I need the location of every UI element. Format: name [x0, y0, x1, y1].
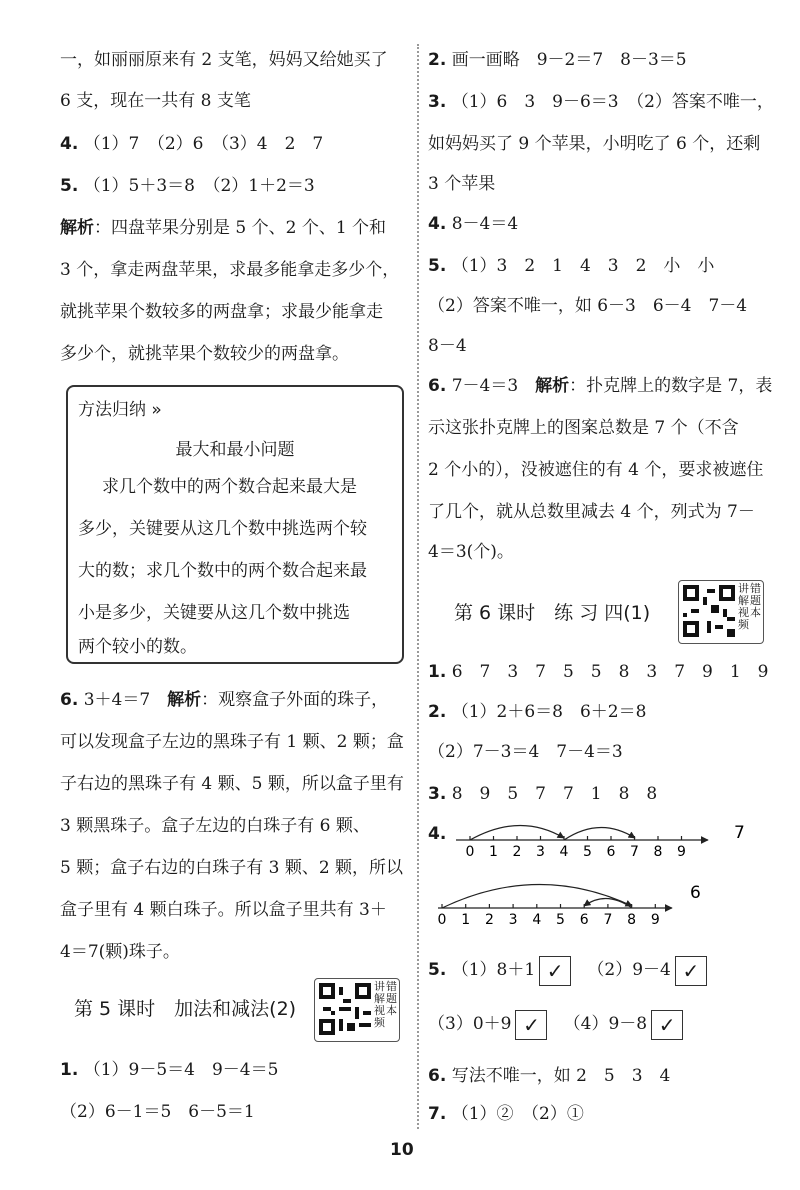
tick-label: 3: [508, 912, 518, 928]
check-box: [651, 1010, 683, 1040]
answer-5-cont: [428, 1008, 683, 1040]
text-line: 3 颗黑珠子。盒子左边的白珠子有 6 颗、: [60, 816, 370, 836]
answer-text: （1）9－5＝4 9－4＝5: [83, 1060, 279, 1080]
method-title: [78, 395, 162, 420]
tick-label: 6: [606, 844, 616, 860]
answer-text: （1）5＋3＝8 （2）1＋2＝3: [83, 176, 315, 196]
number-line-2-answer: 6: [690, 883, 701, 903]
method-text: 多少，关键要从这几个数中挑选两个较: [78, 519, 367, 539]
answer-text: 8－4＝4: [451, 214, 519, 234]
expression: （3）0＋9: [428, 1014, 512, 1034]
qr-label: 讲解视频: [738, 582, 749, 631]
qr-code-lesson-6[interactable]: [678, 580, 764, 644]
text-line: 就挑苹果个数较多的两盘拿；求最少能拿走: [60, 302, 383, 322]
tick-label: 9: [677, 844, 686, 860]
check-icon: ✓: [523, 1012, 540, 1037]
text-line: 4＝3(个)。: [428, 542, 514, 562]
answer-6: [428, 374, 772, 398]
tick-label: 5: [583, 844, 592, 860]
tick-label: 2: [484, 912, 494, 928]
analysis-text: ：四盘苹果分别是 5 个、2 个、1 个和: [94, 218, 387, 238]
method-title-text: 方法归纳: [78, 400, 146, 420]
text-line: 示这张扑克牌上的图案总数是 7 个（不含: [428, 418, 739, 438]
tick-label: 0: [437, 912, 447, 928]
question-number: 7.: [428, 1104, 447, 1124]
number-line-1-answer: 7: [734, 823, 745, 843]
text-line: 了几个，就从总数里减去 4 个，列式为 7－: [428, 502, 755, 522]
text-line: 6 支，现在一共有 8 支笔: [60, 91, 251, 111]
question-number: 1.: [60, 1060, 79, 1080]
analysis-label: 解析: [167, 690, 202, 710]
analysis-label: 解析: [60, 218, 94, 238]
text-line: （2）答案不唯一，如 6－3 6－4 7－4: [428, 296, 748, 316]
lesson-6-title: 第 6 课时 练 习 四(1): [454, 602, 651, 624]
check-box: [539, 956, 571, 986]
answer-text: 画一画略 9－2＝7 8－3＝5: [451, 50, 687, 70]
method-text: 求几个数中的两个数合起来最大是: [102, 477, 357, 497]
question-number: 4.: [60, 134, 79, 154]
answer-text: （1）3 2 1 4 3 2 小 小: [451, 256, 715, 276]
question-number: 3.: [428, 784, 447, 804]
question-number: 5.: [428, 256, 447, 276]
tick-label: 4: [559, 844, 569, 860]
question-number: 6.: [428, 1066, 447, 1086]
tick-label: 8: [653, 844, 663, 860]
check-icon: ✓: [682, 958, 700, 983]
answer-4: [428, 212, 518, 236]
text-line: （2）6－1＝5 6－5＝1: [60, 1102, 255, 1122]
number-lines: [428, 810, 748, 940]
check-box: [675, 956, 707, 986]
text-line: 子右边的黑珠子有 4 颗、5 颗，所以盒子里有: [60, 774, 404, 794]
tick-label: 7: [603, 912, 613, 928]
analysis-line: [60, 216, 386, 240]
text-line: （2）7－3＝4 7－4＝3: [428, 742, 623, 762]
double-arrow-icon: »: [151, 400, 162, 420]
jump-arc: [564, 827, 635, 840]
qr-code-icon: [683, 585, 735, 637]
question-number: 2.: [428, 702, 447, 722]
text-line: 一，如丽丽原来有 2 支笔，妈妈又给她买了: [60, 50, 388, 70]
qr-label: 错题本: [750, 582, 761, 619]
answer-text: 8 9 5 7 7 1 8 8: [451, 784, 658, 804]
answer-text: （1）2＋6＝8 6＋2＝8: [451, 702, 647, 722]
tick-label: 8: [627, 912, 637, 928]
answer-2: [428, 48, 687, 72]
question-number: 3.: [428, 92, 447, 112]
analysis-text: ：扑克牌上的数字是 7，表: [569, 376, 773, 396]
qr-label: 讲解视频: [374, 980, 385, 1029]
tick-label: 2: [512, 844, 522, 860]
qr-code-icon: [319, 983, 371, 1035]
answer-text: （1）② （2）①: [451, 1104, 584, 1124]
expression: （4）9－8: [563, 1014, 648, 1034]
check-icon: ✓: [658, 1012, 676, 1037]
question-number: 1.: [428, 662, 447, 682]
answer-text: 写法不唯一，如 2 5 3 4: [451, 1066, 671, 1086]
method-text: 小是多少，关键要从这几个数中挑选: [78, 603, 350, 623]
analysis-text: ：观察盒子外面的珠子，: [201, 690, 389, 710]
text-line: 4＝7(颗)珠子。: [60, 942, 180, 962]
qr-label: 错题本: [386, 980, 397, 1017]
question-number: 5.: [60, 176, 79, 196]
text-line: 5 颗；盒子右边的白珠子有 3 颗、2 颗，所以: [60, 858, 404, 878]
answer-text: （1）7 （2）6 （3）4 2 7: [83, 134, 324, 154]
check-box: [515, 1010, 547, 1040]
question-number: 6.: [428, 376, 447, 396]
analysis-label: 解析: [535, 376, 570, 396]
text-line: 如妈妈买了 9 个苹果，小明吃了 6 个，还剩: [428, 134, 761, 154]
answer-7: [428, 1102, 584, 1126]
method-text: 大的数；求几个数中的两个数合起来最: [78, 561, 367, 581]
answer-4: [60, 132, 323, 156]
answer-3: [428, 782, 657, 806]
text-line: 2 个小的），没被遮住的有 4 个，要求被遮住: [428, 460, 764, 480]
tick-label: 9: [650, 912, 660, 928]
answer-5: [60, 174, 315, 198]
method-subtitle: 最大和最小问题: [175, 440, 295, 460]
answer-text: 3＋4＝7: [83, 690, 168, 710]
lesson-5-title: 第 5 课时 加法和减法(2): [74, 998, 297, 1020]
answer-5: [428, 254, 714, 278]
answer-3: [428, 90, 774, 114]
text-line: 可以发现盒子左边的黑珠子有 1 颗、2 颗；盒: [60, 732, 404, 752]
tick-label: 1: [489, 844, 498, 860]
qr-code-lesson-5[interactable]: [314, 978, 400, 1042]
text-line: 盒子里有 4 颗白珠子。所以盒子里共有 3＋: [60, 900, 387, 920]
method-text: 两个较小的数。: [78, 637, 197, 657]
page-number: 10: [390, 1140, 414, 1160]
tick-label: 6: [579, 912, 589, 928]
tick-label: 5: [556, 912, 565, 928]
answer-text: 7－4＝3: [451, 376, 536, 396]
text-line: 8－4: [428, 336, 467, 356]
tick-label: 0: [465, 844, 475, 860]
answer-2: [428, 700, 646, 724]
expression: （2）9－4: [587, 960, 671, 980]
question-number: 5.: [428, 960, 447, 980]
text-line: 3 个，拿走两盘苹果，求最多能拿走多少个，: [60, 260, 400, 280]
question-number: 6.: [60, 690, 79, 710]
answer-6: [428, 1064, 670, 1088]
question-number: 4.: [428, 824, 447, 844]
tick-label: 1: [461, 912, 471, 928]
expression: （1）8＋1: [451, 960, 536, 980]
text-line: 多少个，就挑苹果个数较少的两盘拿。: [60, 344, 349, 364]
answer-text: （1）6 3 9－6＝3 （2）答案不唯一，: [451, 92, 774, 112]
text-line: 3 个苹果: [428, 174, 496, 194]
answer-1: [60, 1058, 278, 1082]
tick-label: 3: [536, 844, 545, 860]
answer-5: [428, 954, 707, 986]
method-summary-box: [66, 385, 404, 664]
answer-1: [428, 660, 769, 684]
tick-label: 7: [630, 844, 639, 860]
answer-6: [60, 688, 388, 712]
column-divider: [417, 44, 419, 1129]
answer-text: 6 7 3 7 5 5 8 3 7 9 1 9: [451, 662, 769, 682]
question-number: 2.: [428, 50, 447, 70]
check-icon: ✓: [546, 958, 564, 983]
question-number: 4.: [428, 214, 447, 234]
tick-label: 4: [532, 912, 542, 928]
